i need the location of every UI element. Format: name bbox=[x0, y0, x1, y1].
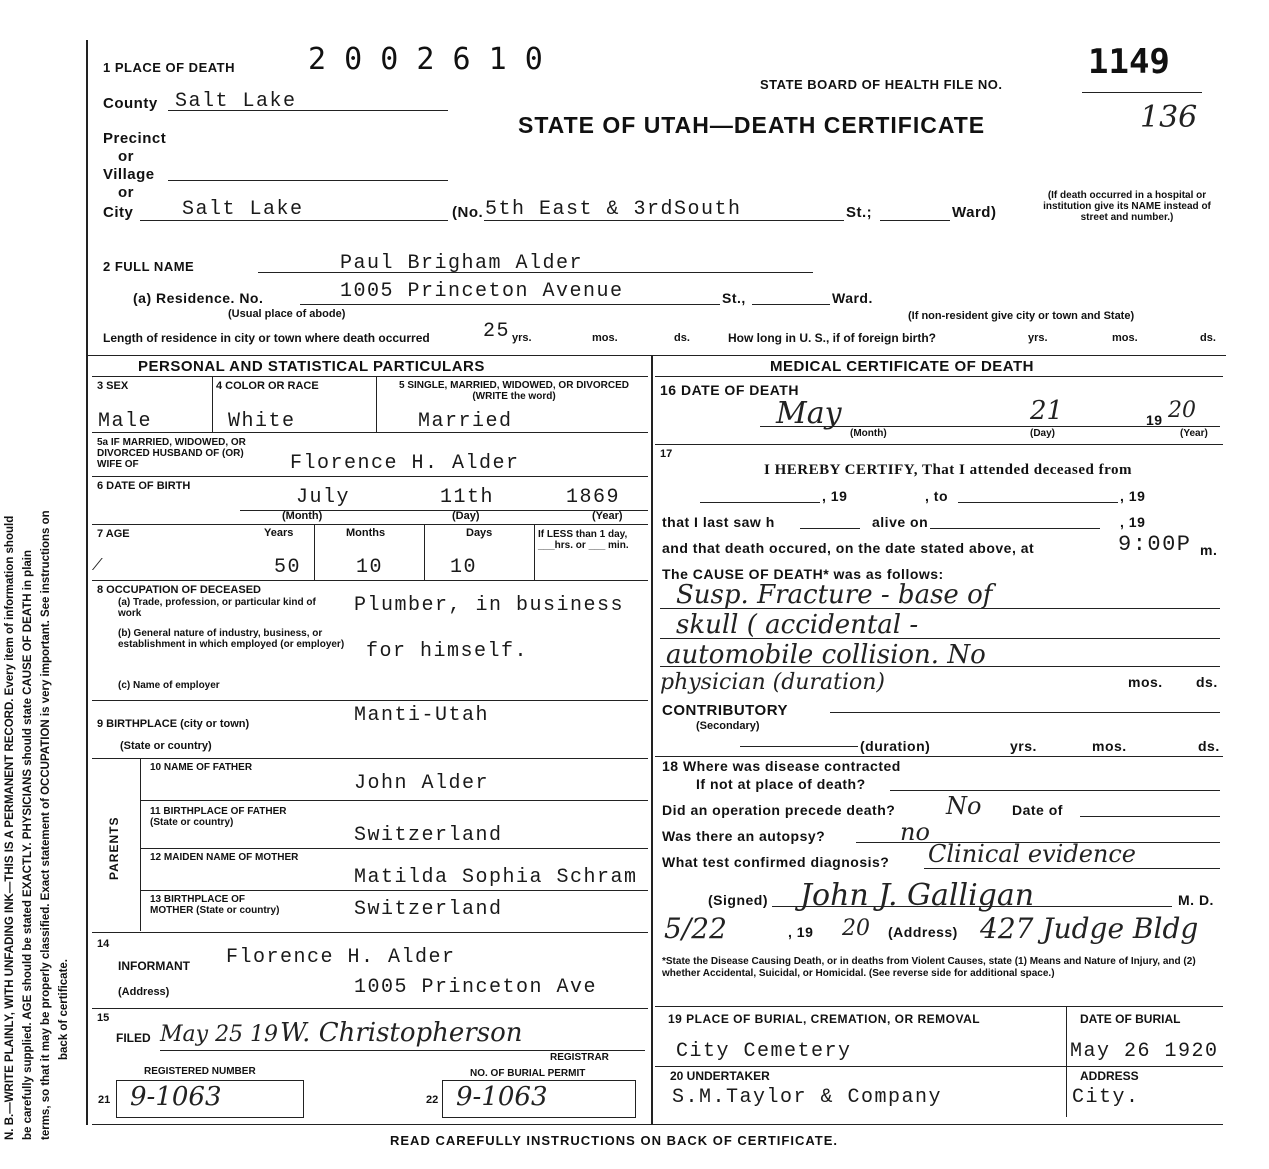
us-label: How long in U. S., if of foreign birth? bbox=[728, 331, 936, 345]
occ-b-value: for himself. bbox=[366, 640, 529, 663]
length-mos: mos. bbox=[592, 332, 618, 344]
us-mos: mos. bbox=[1112, 332, 1138, 344]
burial-permit-value: 9-1063 bbox=[456, 1082, 548, 1112]
age-days-value: 10 bbox=[450, 556, 478, 579]
footer-instructions: READ CAREFULLY INSTRUCTIONS ON BACK OF CERTIFICATE. bbox=[390, 1133, 838, 1148]
cause-line-1: Susp. Fracture - base of bbox=[676, 580, 993, 610]
dob-year-caption: (Year) bbox=[592, 510, 623, 522]
occ-a-label: (a) Trade, profession, or particular kind of work bbox=[118, 597, 316, 619]
sidebar-line-1: N. B.—WRITE PLAINLY, WITH UNFADING INK—THIS IS A PERMANENT RECORD. Every item of information should bbox=[4, 515, 16, 1140]
undertaker-label: 20 UNDERTAKER bbox=[670, 1069, 770, 1083]
occ-b-label: (b) General nature of industry, business, or establishment in which employed (or employer) bbox=[118, 628, 345, 650]
md-label: M. D. bbox=[1178, 892, 1214, 908]
cause-line-4: physician (duration) bbox=[660, 670, 885, 695]
informant-address-value: 1005 Princeton Ave bbox=[354, 976, 598, 999]
dod-month: May bbox=[776, 396, 842, 431]
or-label-1: or bbox=[118, 148, 134, 165]
undertaker-value: S.M.Taylor & Company bbox=[672, 1086, 943, 1109]
burial-value: City Cemetery bbox=[676, 1040, 852, 1063]
age-label: 7 AGE bbox=[97, 528, 130, 540]
sidebar-line-4: back of certificate. bbox=[58, 959, 70, 1060]
test-label: What test confirmed diagnosis? bbox=[662, 854, 890, 870]
registrar-signature: W. Christopherson bbox=[280, 1018, 523, 1048]
signed-date: 5/22 bbox=[664, 912, 727, 945]
place-of-death-label: 1 PLACE OF DEATH bbox=[103, 60, 235, 75]
marital-value: Married bbox=[418, 410, 513, 433]
contrib-ds: ds. bbox=[1198, 738, 1220, 754]
death-occured-label: and that death occured, on the date stated above, at bbox=[662, 540, 1035, 556]
precinct-label: Precinct bbox=[103, 130, 167, 147]
mother-bp-label: 13 BIRTHPLACE OF MOTHER (State or country) bbox=[150, 894, 280, 916]
last-saw-label: that I last saw h bbox=[662, 514, 775, 530]
signed-value: John J. Galligan bbox=[800, 878, 1035, 913]
dob-day-caption: (Day) bbox=[452, 510, 480, 522]
street-value: 5th East & 3rdSouth bbox=[485, 198, 742, 221]
filed-label: FILED bbox=[116, 1031, 151, 1045]
test-value: Clinical evidence bbox=[928, 840, 1137, 868]
burial-permit-label: NO. OF BURIAL PERMIT bbox=[470, 1068, 586, 1079]
operation-label: Did an operation precede death? bbox=[662, 802, 896, 818]
res-ward-label: Ward. bbox=[832, 290, 873, 306]
st-label: St.; bbox=[846, 204, 873, 221]
alive-on-label: alive on bbox=[872, 514, 929, 530]
alive-nineteen: , 19 bbox=[1120, 514, 1146, 530]
informant-num: 14 bbox=[97, 938, 110, 950]
signed-address-value: 427 Judge Bldg bbox=[980, 912, 1199, 945]
full-name-label: 2 FULL NAME bbox=[103, 259, 195, 274]
age-years-value: 50 bbox=[274, 556, 302, 579]
hospital-note: (If death occurred in a hospital or institution give its NAME instead of street and number.) bbox=[1043, 190, 1211, 223]
county-value: Salt Lake bbox=[175, 90, 297, 113]
medical-section-title: MEDICAL CERTIFICATE OF DEATH bbox=[770, 358, 1034, 375]
dod-year-prefix: 19 bbox=[1146, 412, 1163, 428]
divider-top bbox=[86, 355, 1226, 356]
color-value: White bbox=[228, 410, 296, 433]
contributory-label: CONTRIBUTORY bbox=[662, 702, 788, 719]
village-label: Village bbox=[103, 166, 155, 183]
dob-month: July bbox=[296, 486, 351, 509]
dob-day: 11th bbox=[440, 486, 495, 509]
certify-text: I HEREBY CERTIFY, That I attended deceased from bbox=[764, 462, 1133, 478]
birthplace-value: Manti-Utah bbox=[354, 704, 490, 727]
cause-ds: ds. bbox=[1196, 674, 1218, 690]
frame-left bbox=[86, 40, 88, 1125]
residence-label: (a) Residence. No. bbox=[133, 290, 264, 306]
father-bp-value: Switzerland bbox=[354, 824, 503, 847]
time-m: m. bbox=[1200, 542, 1218, 558]
mother-label: 12 MAIDEN NAME OF MOTHER bbox=[150, 852, 299, 863]
margin-number: 136 bbox=[1140, 100, 1198, 135]
to-label: , to bbox=[925, 488, 948, 504]
dod-year: 20 bbox=[1168, 398, 1196, 423]
age-months-caption: Months bbox=[346, 527, 386, 539]
occupation-label: 8 OCCUPATION OF DECEASED bbox=[97, 584, 261, 596]
occ-c-label: (c) Name of employer bbox=[118, 680, 220, 691]
city-label: City bbox=[103, 204, 134, 221]
mother-bp-value: Switzerland bbox=[354, 898, 503, 921]
from-nineteen: , 19 bbox=[822, 488, 848, 504]
secondary-label: (Secondary) bbox=[696, 720, 760, 732]
personal-section-title: PERSONAL AND STATISTICAL PARTICULARS bbox=[138, 358, 485, 375]
marital-label: 5 SINGLE, MARRIED, WIDOWED, OR DIVORCED (WRITE the word) bbox=[398, 380, 629, 402]
cause-line-2: skull ( accidental - bbox=[676, 610, 919, 640]
dod-month-caption: (Month) bbox=[850, 428, 887, 439]
age-lessthan-caption: If LESS than 1 day, ___hrs. or ___ min. bbox=[538, 529, 629, 551]
filed-value: May 25 19 bbox=[160, 1022, 279, 1047]
dod-label: 16 DATE OF DEATH bbox=[660, 382, 799, 398]
dob-month-caption: (Month) bbox=[282, 510, 323, 522]
date-burial-value: May 26 1920 bbox=[1070, 1040, 1219, 1063]
length-yrs: yrs. bbox=[512, 332, 532, 344]
occ-a-value: Plumber, in business bbox=[354, 594, 625, 617]
length-value: 25 bbox=[483, 320, 511, 343]
sex-label: 3 SEX bbox=[97, 380, 129, 392]
file-no-value: 1149 bbox=[1088, 42, 1170, 82]
usual-abode-label: (Usual place of abode) bbox=[228, 308, 346, 320]
informant-label: INFORMANT bbox=[118, 959, 190, 973]
contrib-duration-label: (duration) bbox=[860, 738, 931, 754]
dod-year-caption: (Year) bbox=[1180, 428, 1208, 439]
res-st-label: St., bbox=[722, 290, 746, 306]
autopsy-value: no bbox=[900, 818, 930, 846]
birthplace-sub: (State or country) bbox=[120, 740, 212, 752]
signed-year-prefix: , 19 bbox=[788, 924, 814, 940]
registered-number-value: 9-1063 bbox=[130, 1082, 222, 1112]
sidebar-line-2: be carefully supplied. AGE should be stated EXACTLY. PHYSICIANS should state CAUSE OF DEATH in plain bbox=[22, 550, 34, 1140]
date-of-label: Date of bbox=[1012, 802, 1063, 818]
father-value: John Alder bbox=[354, 772, 490, 795]
burial-label: 19 PLACE OF BURIAL, CREMATION, OR REMOVAL bbox=[668, 1012, 981, 1026]
informant-value: Florence H. Alder bbox=[226, 946, 456, 969]
death-certificate-page: N. B.—WRITE PLAINLY, WITH UNFADING INK—THIS IS A PERMANENT RECORD. Every item of information should be carefully supplied. AGE should be stated EXACTLY. PHYSICIANS should state CAUSE OF DEATH in plain terms, so that it may be properly classified. Exact statement of OCCUPATION is very important. See instructions on back of certificate. 1 PLACE OF DEATH 2 0 0 2 6 1 0 STATE BOARD OF HEALTH FILE NO. 1149 STATE OF UTAH—DEATH CERTIFICATE 136 County Salt Lake Precinct or Village or City Salt Lake (No. 5th East & 3rdSouth St.; Ward) (If death occurred in a hospital or institution give its NAME instead of street and number.) 2 FULL NAME Paul Brigham Alder (a) Residence. No. 1005 Princeton Avenue St., Ward. (Usual place of abode) (If non-resident give city or town and State) Length of residence in city or town where death occurred 25 yrs. mos. ds. How long in U. S., if of foreign birth? yrs. mos. ds. PERSONAL AND STATISTICAL PARTICULARS 3 SEX 4 COLOR OR RACE 5 SINGLE, MARRIED, WIDOWED, OR DIVORCED (WRITE the word) Male White Married 5a IF MARRIED, WIDOWED, OR DIVORCED HUSBAND OF (OR) WIFE OF Florence H. Alder 6 DATE OF BIRTH July 11th 1869 (Month) (Day) (Year) 7 AGE Years Months Days If LESS than 1 day, ___hrs. or ___ min. ⁄ 50 10 10 8 OCCUPATION OF DECEASED (a) Trade, profession, or particular kind of work Plumber, in business (b) General nature of industry, business, or establishment in which employed (or employer) for himself. (c) Name of employer 9 BIRTHPLACE (city or town) (State or country) Manti-Utah PARENTS 10 NAME OF FATHER John Alder 11 BIRTHPLACE OF FATHER (State or country) Switzerland 12 MAIDEN NAME OF MOTHER Matilda Sophia Schram 13 BIRTHPLACE OF MOTHER (State or country) Switzerland 14 INFORMANT Florence H. Alder (Address) 1005 Princeton Ave 15 FILED May 25 19 W. Christopherson REGISTRAR REGISTERED NUMBER NO. OF BURIAL PERMIT 21 9-1063 22 9-1063 MEDICAL CERTIFICATE OF DEATH 16 DATE OF DEATH May 21 19 20 (Month) (Day) (Year) 17 I HEREBY CERTIFY, That I attended deceased from , 19 , to , 19 that I last saw h alive on , 19 and that death occured, on the date stated above, at 9:00P m. The CAUSE OF DEATH* was as follows: Susp. Fracture - base of skull ( accidental - automobile collision. No physician (duration) mos. ds. CONTRIBUTORY (Secondary) (duration) yrs. mos. ds. 18 Where was disease contracted If not at place of death? Did an operation precede death? No Date of Was there an autopsy? no What test confirmed diagnosis? Clinical evidence (Signed) John J. Galligan M. D. 5/22 , 19 20 (Address) 427 Judge Bldg *State the Disease Causing Death, or in deaths from Violent Causes, state (1) Means and Nature of Injury, and (2) whether Accidental, Suicidal, or Homicidal. (See reverse side for additional space.) 19 PLACE OF BURIAL, CREMATION, OR REMOVAL City Cemetery DATE OF BURIAL May 26 1920 20 UNDERTAKER S.M.Taylor & Company ADDRESS City. READ CAREFULLY INSTRUCTIONS ON BACK OF CERTIFICATE. bbox=[0, 0, 1269, 1169]
registrar-label: REGISTRAR bbox=[550, 1052, 609, 1063]
birthplace-label: 9 BIRTHPLACE (city or town) bbox=[97, 718, 250, 730]
cause-label: The CAUSE OF DEATH* was as follows: bbox=[662, 566, 944, 582]
length-ds: ds. bbox=[674, 332, 690, 344]
signed-year: 20 bbox=[842, 916, 870, 941]
signed-label: (Signed) bbox=[708, 892, 768, 908]
footnote: *State the Disease Causing Death, or in deaths from Violent Causes, state (1) Means and Nature of Injury, and (2) whether Accidental, Suicidal, or Homicidal. (See reverse side for additional space.) bbox=[662, 956, 1196, 979]
spouse-value: Florence H. Alder bbox=[290, 452, 520, 475]
date-burial-label: DATE OF BURIAL bbox=[1080, 1012, 1181, 1026]
undertaker-address-label: ADDRESS bbox=[1080, 1069, 1139, 1083]
sex-value: Male bbox=[98, 410, 153, 433]
n22-label: 22 bbox=[426, 1094, 439, 1106]
father-label: 10 NAME OF FATHER bbox=[150, 762, 253, 773]
us-ds: ds. bbox=[1200, 332, 1216, 344]
mother-value: Matilda Sophia Schram bbox=[354, 866, 638, 889]
or-label-2: or bbox=[118, 184, 134, 201]
operation-value: No bbox=[946, 792, 982, 820]
filed-num: 15 bbox=[97, 1012, 110, 1024]
registered-number-label: REGISTERED NUMBER bbox=[144, 1066, 256, 1077]
parents-label: PARENTS bbox=[107, 816, 121, 880]
n17-label: 17 bbox=[660, 448, 673, 460]
divider-middle bbox=[651, 355, 653, 1125]
signed-address-label: (Address) bbox=[888, 924, 958, 940]
dod-day-caption: (Day) bbox=[1030, 428, 1056, 439]
informant-address-label: (Address) bbox=[118, 986, 170, 998]
sidebar-line-3: terms, so that it may be properly classified. Exact statement of OCCUPATION is very important. See instructions on bbox=[40, 510, 52, 1140]
dod-day: 21 bbox=[1030, 396, 1064, 426]
n21-label: 21 bbox=[98, 1094, 111, 1106]
cause-line-3: automobile collision. No bbox=[666, 640, 986, 670]
not-place-label: If not at place of death? bbox=[696, 776, 866, 792]
residence-value: 1005 Princeton Avenue bbox=[340, 280, 624, 303]
us-yrs: yrs. bbox=[1028, 332, 1048, 344]
nonresident-label: (If non-resident give city or town and State) bbox=[908, 310, 1135, 322]
contrib-mos: mos. bbox=[1092, 738, 1127, 754]
ward-label: Ward) bbox=[952, 204, 997, 221]
county-label: County bbox=[103, 95, 158, 112]
undertaker-address-value: City. bbox=[1072, 1086, 1140, 1109]
dob-label: 6 DATE OF BIRTH bbox=[97, 480, 191, 492]
autopsy-label: Was there an autopsy? bbox=[662, 828, 826, 844]
cause-mos: mos. bbox=[1128, 674, 1163, 690]
stamp-number: 2 0 0 2 6 1 0 bbox=[308, 42, 543, 77]
age-days-caption: Days bbox=[466, 527, 493, 539]
no-label: (No. bbox=[452, 204, 484, 221]
contrib-yrs: yrs. bbox=[1010, 738, 1037, 754]
city-value: Salt Lake bbox=[182, 198, 304, 221]
sidebar-instructions bbox=[2, 20, 80, 1160]
age-months-value: 10 bbox=[356, 556, 384, 579]
father-bp-label: 11 BIRTHPLACE OF FATHER (State or country) bbox=[150, 806, 287, 828]
full-name-value: Paul Brigham Alder bbox=[340, 252, 584, 275]
file-no-label: STATE BOARD OF HEALTH FILE NO. bbox=[760, 77, 1003, 92]
dob-year: 1869 bbox=[566, 486, 621, 509]
age-years-caption: Years bbox=[264, 527, 294, 539]
color-label: 4 COLOR OR RACE bbox=[216, 380, 319, 392]
to-nineteen: , 19 bbox=[1120, 488, 1146, 504]
spouse-label: 5a IF MARRIED, WIDOWED, OR DIVORCED HUSBAND OF (OR) WIFE OF bbox=[97, 437, 246, 470]
length-label: Length of residence in city or town where death occurred bbox=[103, 331, 430, 345]
time-value: 9:00P bbox=[1118, 532, 1192, 557]
certificate-title: STATE OF UTAH—DEATH CERTIFICATE bbox=[518, 112, 986, 138]
contracted-label: 18 Where was disease contracted bbox=[662, 758, 901, 774]
